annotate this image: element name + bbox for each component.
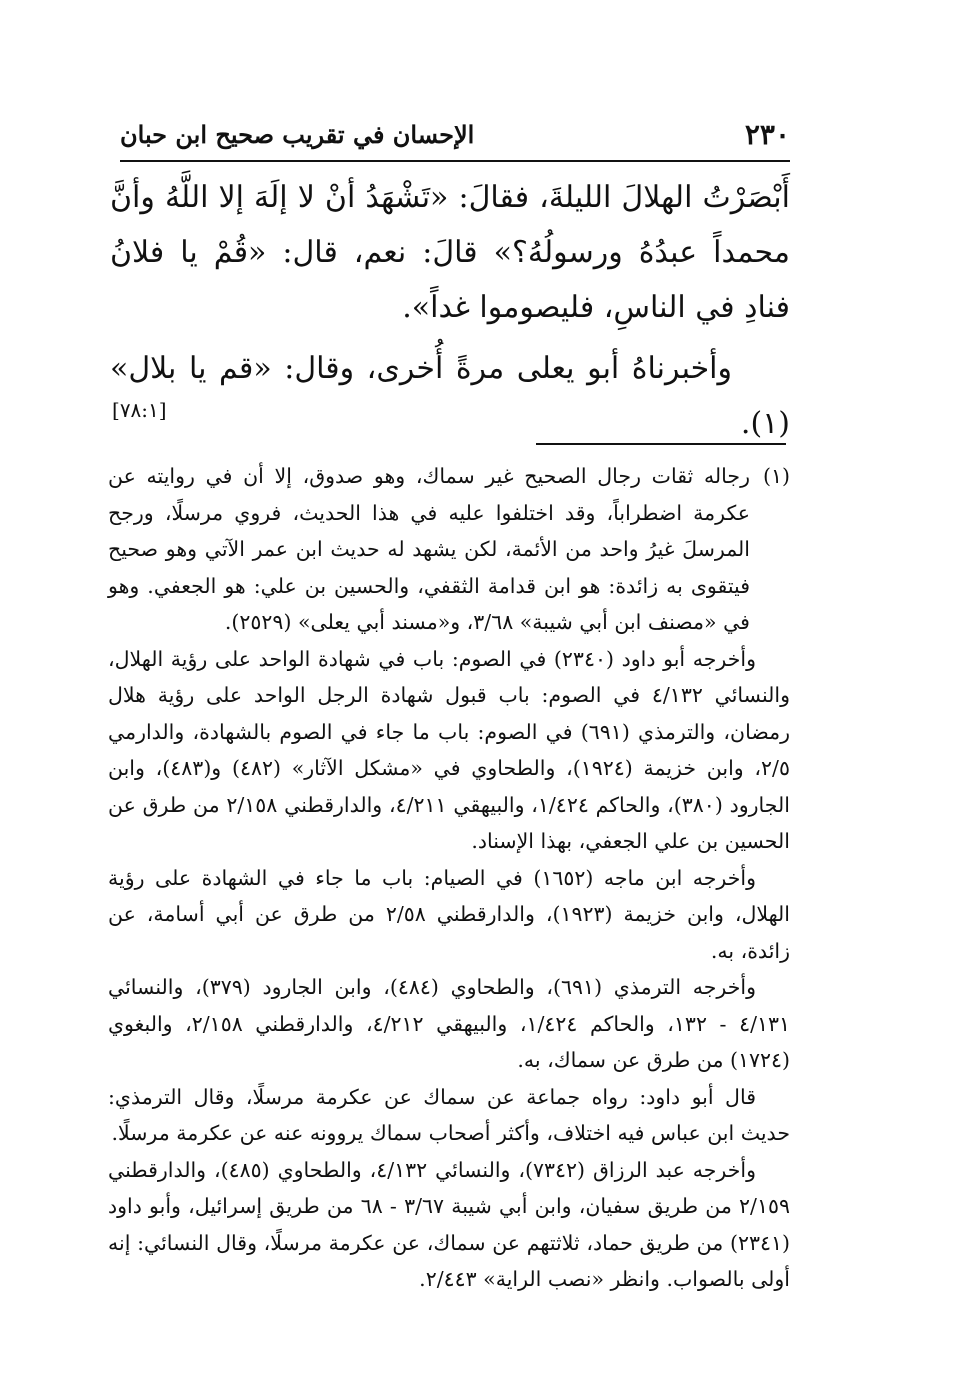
hadith-citation: [٧٨:١]	[112, 398, 167, 422]
footnotes	[108, 458, 790, 1298]
footnote-paragraph	[108, 458, 790, 641]
footnote-paragraph: قال أبو داود: رواه جماعة عن سماك عن عكرمة مرسلًا، وقال الترمذي: حديث ابن عباس فيه اختلاف، وأكثر أصحاب سماك يروونه عنه عن عكرمة مرسلًا.	[108, 1084, 790, 1145]
footnote-marker: (١)	[762, 464, 790, 488]
footnote-paragraph: وأخرجه أبو داود (٢٣٤٠) في الصوم: باب في شهادة الواحد على رؤية الهلال، والنسائي ٤/١٣٢ في الصوم: باب قبول شهادة الرجل الواحد على رؤية هلال رمضان، والترمذي (٦٩١) في الصوم: باب ما جاء في الصوم بالشهادة، والدارمي ٢/٥، وابن خزيمة (١٩٢٤)، والطحاوي في «مشكل الآثار» (٤٨٢) و(٤٨٣)، وابن الجارود (٣٨٠)، والحاكم ١/٤٢٤، والبيهقي ٤/٢١١، والدارقطني ٢/١٥٨ من طرق عن الحسين بن علي الجعفي، بهذا الإسناد.	[108, 646, 790, 853]
page-header	[120, 110, 790, 162]
page-number: ٢٣٠	[744, 118, 790, 151]
running-title: الإحسان في تقريب صحيح ابن حبان	[120, 120, 475, 149]
footnote-divider	[536, 443, 786, 445]
footnote-paragraph: وأخرجه عبد الرزاق (٧٣٤٢)، والنسائي ٤/١٣٢، والطحاوي (٤٨٥)، والدارقطني ٢/١٥٩ من طريق سفيان، وابن أبي شيبة ٣/٦٧ - ٦٨ من طريق إسرائيل، وأبو داود (٢٣٤١) من طريق حماد، ثلاثتهم عن سماك، عن عكرمة مرسلًا، وقال النسائي: إنه أولى بالصواب. وانظر «نصب الراية» ٢/٤٤٣.	[108, 1157, 790, 1291]
footnote-paragraph: وأخرجه الترمذي (٦٩١)، والطحاوي (٤٨٤)، وابن الجارود (٣٧٩)، والنسائي ٤/١٣١ - ١٣٢، والحاكم ١/٤٢٤، والبيهقي ٤/٢١٢، والدارقطني ٢/١٥٨، والبغوي (١٧٢٤) من طرق عن سماك، به.	[108, 975, 791, 1072]
hadith-paragraph: أَبْصَرْتُ الهلالَ الليلةَ، فقالَ: «تَشْهَدُ أنْ لا إلَهَ إلا اللَّهُ وأنَّ محمداً عبدُهُ ورسولُهُ؟» قالَ: نعم، قال: «قُمْ يا فلانُ فنادِ في الناسِ، فليصوموا غداً».	[110, 180, 790, 325]
main-text	[110, 170, 790, 451]
footnote-paragraph: وأخرجه ابن ماجه (١٦٥٢) في الصيام: باب ما جاء في الشهادة على رؤية الهلال، وابن خزيمة (١٩٢٣)، والدارقطني ٢/٥٨ من طرق عن أبي أسامة، عن زائدة، به.	[108, 865, 790, 963]
narration-paragraph: وأخبرناهُ أبو يعلى مرةً أُخرى، وقال: «قم يا بلال» (١).	[110, 351, 790, 441]
footnote-text: رجاله ثقات رجال الصحيح غير سماك، وهو صدوق، إلا أن في روايته عن عكرمة اضطراباً، وقد اختلفوا عليه في هذا الحديث، فروي مرسلًا، ورجح المرسلَ غيرُ واحد من الأئمة، لكن يشهد له حديث ابن عمر الآتي وهو صحيح فيتقوى به زائدة: هو ابن قدامة الثقفي، والحسين بن علي: هو الجعفي. وهو في «مصنف ابن أبي شيبة» ٣/٦٨، و«مسند أبي يعلى» (٢٥٢٩).	[108, 464, 750, 634]
